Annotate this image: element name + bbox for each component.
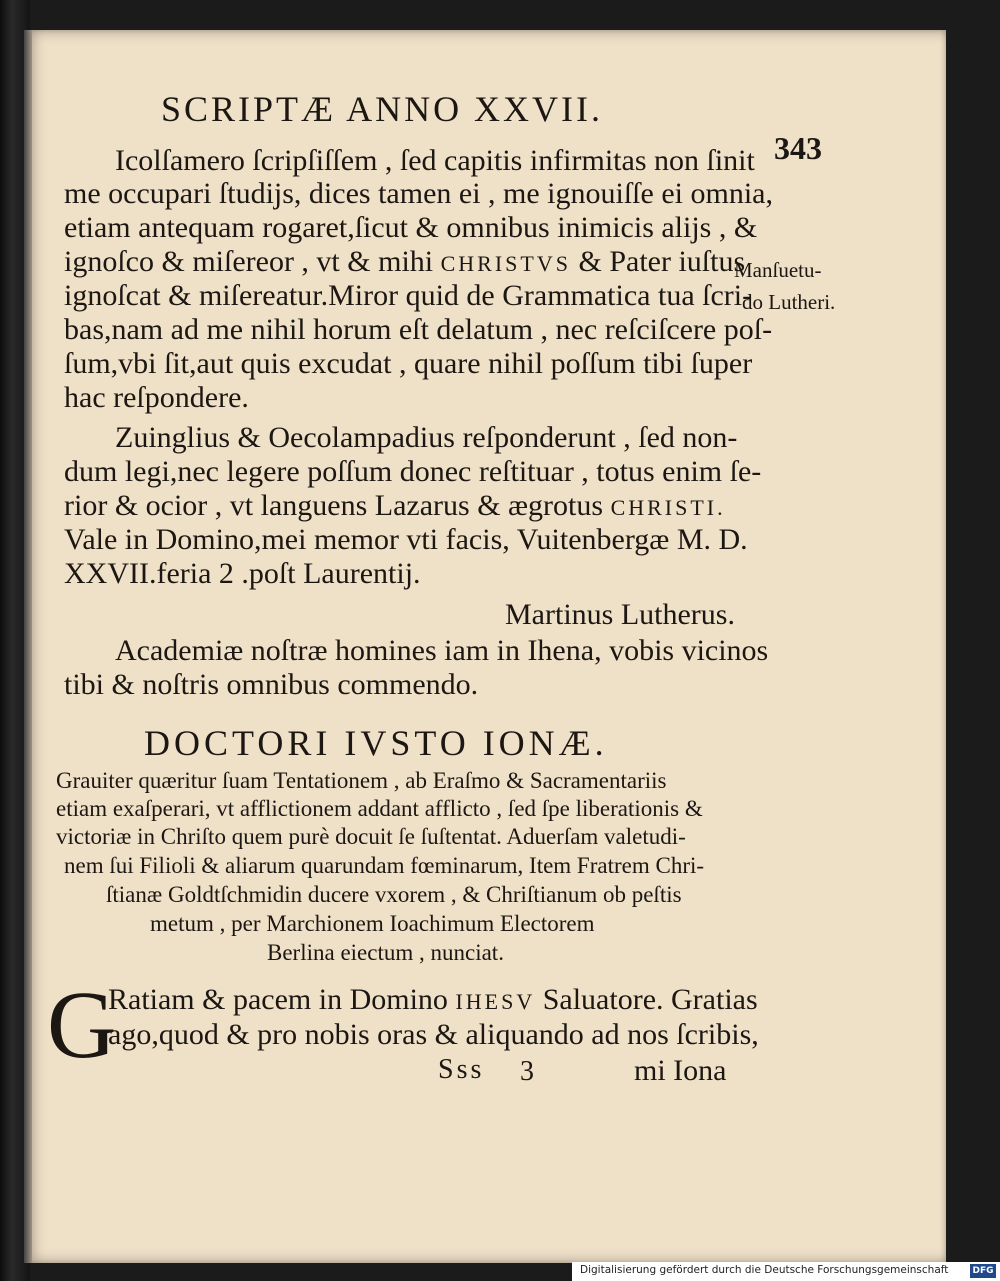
margin-note: do Lutheri. (742, 290, 836, 314)
text-line: etiam antequam rogaret,ſicut & omnibus inimicis alijs , & (64, 211, 758, 244)
text-line: me occupari ſtudijs, dices tamen ei , me ignouiſſe ei omnia, (64, 177, 773, 210)
small-caps-name: IHESV (455, 989, 536, 1014)
text-line: ago,quod & pro nobis oras & aliquando ad nos ſcribis, (108, 1018, 759, 1051)
summary-line: ſtianæ Goldtſchmidin ducere vxorem , & Chriſtianum ob peſtis (106, 882, 682, 907)
small-caps-name: CHRISTVS (440, 251, 571, 276)
summary-line: metum , per Marchionem Ioachimum Electorem (150, 911, 595, 936)
text-line: dum legi,nec legere poſſum donec reſtituar , totus enim ſe- (64, 455, 762, 488)
summary-line: nem ſui Filioli & aliarum quarundam fœminarum, Item Fratrem Chri- (64, 853, 705, 878)
footer-bar (572, 1262, 1000, 1281)
text-line: Zuinglius & Oecolampadius reſponderunt , ſed non- (115, 421, 738, 454)
text-line: Vale in Domino,mei memor vti facis, Vuitenbergæ M. D. (64, 523, 748, 556)
text-span: Saluatore. Gratias (535, 983, 758, 1016)
text-line (64, 489, 789, 523)
text-line (108, 983, 833, 1017)
text-line: ſum,vbi ſit,aut quis excudat , quare nihil poſſum tibi ſuper (64, 347, 753, 380)
signature-mark: Sss (438, 1054, 485, 1085)
text-line: Icolſamero ſcripſiſſem , ſed capitis infirmitas non ſinit (115, 144, 755, 177)
summary-line: etiam exaſperari, vt afflictionem addant afflicto , ſed ſpe liberationis & (56, 796, 703, 821)
book-page (24, 30, 946, 1263)
text-span: rior & ocior , vt languens Lazarus & ægrotus (64, 489, 611, 522)
text-line (64, 245, 789, 279)
signature-number: 3 (520, 1056, 537, 1087)
summary-line: victoriæ in Chriſto quem purè docuit ſe ſuſtentat. Aduerſam valetudi- (56, 824, 686, 849)
page-edge (24, 30, 32, 1263)
summary-line: Berlina eiectum , nunciat. (267, 940, 504, 965)
postscript-line: tibi & noſtris omnibus commendo. (64, 668, 479, 701)
footer-credit: Digitalisierung gefördert durch die Deutsche Forschungsgemeinschaft (580, 1264, 949, 1276)
text-line: XXVII.feria 2 .poſt Laurentij. (64, 557, 421, 590)
running-head: SCRIPTÆ ANNO XXVII. (161, 89, 604, 129)
catchword: mi Iona (634, 1054, 727, 1087)
letter-heading: DOCTORI IVSTO IONÆ. (144, 723, 608, 763)
text-line: hac reſpondere. (64, 381, 249, 414)
text-span: Ratiam & pacem in Domino (108, 983, 456, 1016)
page-number: 343 (774, 130, 822, 166)
text-line: bas,nam ad me nihil horum eſt delatum , nec reſciſcere poſ- (64, 313, 773, 346)
dfg-logo-icon: DFG (970, 1264, 996, 1278)
postscript-line: Academiæ noſtræ homines iam in Ihena, vobis vicinos (115, 634, 769, 667)
signature: Martinus Lutherus. (505, 598, 735, 631)
drop-capital: G (47, 971, 117, 1078)
text-line: ignoſcat & miſereatur.Miror quid de Grammatica tua ſcri- (64, 279, 753, 312)
small-caps-name: CHRISTI. (610, 495, 726, 520)
text-span: ignoſco & miſereor , vt & mihi (64, 245, 441, 278)
text-span: & Pater iuſtus (570, 245, 746, 278)
margin-note: Manſuetu- (734, 258, 822, 282)
summary-line: Grauiter quæritur ſuam Tentationem , ab Eraſmo & Sacramentariis (56, 768, 667, 793)
